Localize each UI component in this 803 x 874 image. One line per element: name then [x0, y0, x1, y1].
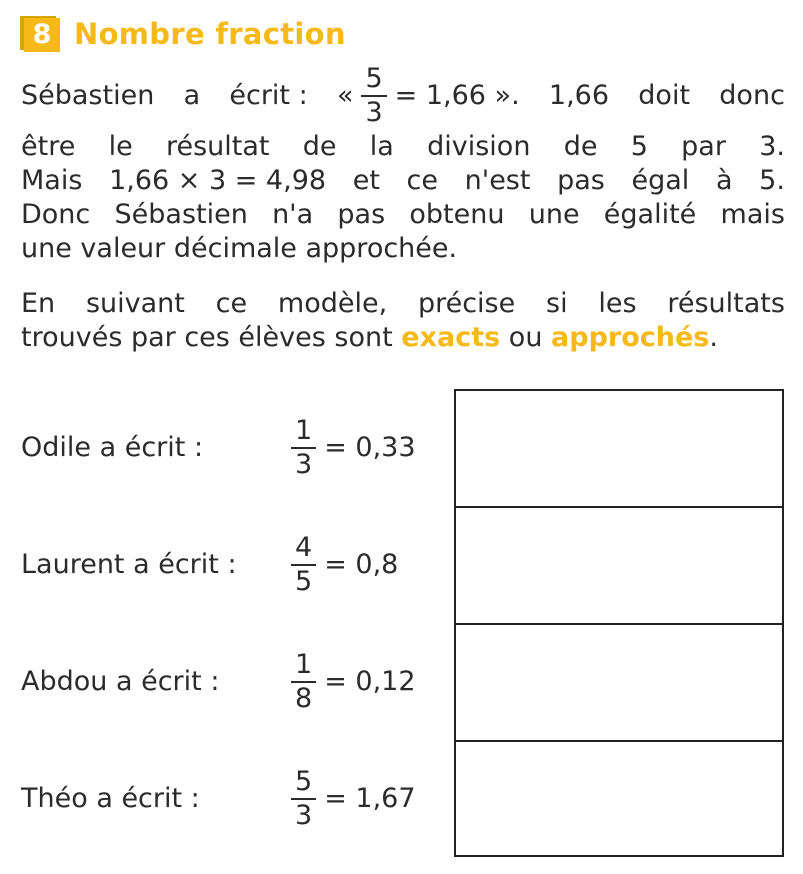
fraction-numerator: 5	[361, 64, 386, 97]
word: être	[21, 131, 76, 162]
student-label: Laurent a écrit :	[21, 549, 237, 580]
fraction-numerator: 5	[291, 767, 316, 800]
word: mais	[720, 199, 785, 230]
word: à	[715, 165, 733, 196]
highlight-exacts: exacts	[401, 322, 501, 353]
word: a	[183, 80, 201, 111]
student-expression	[291, 416, 416, 480]
highlight-approches: approchés	[551, 322, 710, 353]
exercise-row-laurent	[21, 506, 451, 623]
student-label: Odile a écrit :	[21, 432, 204, 463]
word: et	[352, 165, 380, 196]
word: précise	[417, 288, 516, 319]
student-expression	[291, 767, 416, 831]
word: suivant	[85, 288, 185, 319]
student-fraction	[291, 767, 316, 831]
intro-line-4	[21, 198, 785, 232]
word: 5	[630, 131, 648, 162]
student-fraction	[291, 650, 316, 714]
example-result: = 1,66 ».	[394, 80, 520, 111]
instruction-text: .	[709, 322, 718, 353]
fraction-denominator: 3	[295, 799, 313, 831]
student-result: = 1,67	[324, 783, 416, 814]
exercise-row-theo	[21, 740, 451, 857]
intro-line-1	[21, 62, 785, 130]
word: Mais	[21, 165, 83, 196]
instruction-line-2	[21, 321, 785, 355]
word: ce	[406, 165, 439, 196]
word: 5.	[759, 165, 785, 196]
example-expression	[337, 64, 520, 128]
word: une	[528, 199, 580, 230]
student-fraction	[291, 533, 316, 597]
word: si	[546, 288, 568, 319]
word: donc	[719, 80, 785, 111]
fraction-denominator: 8	[295, 682, 313, 714]
exercise-number-badge	[20, 16, 60, 52]
word: égalité	[603, 199, 697, 230]
fraction-numerator: 1	[291, 650, 316, 683]
fraction-numerator: 4	[291, 533, 316, 566]
word: Donc	[21, 199, 91, 230]
answer-box-odile[interactable]	[456, 391, 782, 508]
fraction-denominator: 5	[295, 565, 313, 597]
intro-paragraph	[21, 62, 785, 266]
word: 3.	[759, 131, 785, 162]
answer-table	[454, 389, 784, 857]
answer-box-theo[interactable]	[456, 742, 782, 859]
word: la	[369, 131, 394, 162]
student-result: = 0,8	[324, 549, 399, 580]
answer-box-abdou[interactable]	[456, 625, 782, 742]
word: division	[427, 131, 531, 162]
word: obtenu	[409, 199, 505, 230]
open-quote: «	[336, 80, 354, 111]
fraction-numerator: 1	[291, 416, 316, 449]
instruction-paragraph	[21, 287, 785, 355]
word: pas	[557, 165, 605, 196]
word: par	[681, 131, 726, 162]
fraction-denominator: 3	[365, 97, 383, 128]
exercise-title: Nombre fraction	[74, 17, 346, 51]
word: égal	[631, 165, 690, 196]
instruction-text: trouvés par ces élèves sont	[21, 322, 402, 353]
word: ce	[215, 288, 248, 319]
word: n'est	[464, 165, 531, 196]
word: écrit :	[229, 80, 308, 111]
instruction-text: ou	[500, 322, 552, 353]
intro-line-3	[21, 164, 785, 198]
example-fraction	[361, 64, 386, 128]
word: de	[563, 131, 598, 162]
exercise-row-odile	[21, 389, 451, 506]
word: doit	[638, 80, 691, 111]
student-result: = 0,33	[324, 432, 416, 463]
exercise-row-abdou	[21, 623, 451, 740]
exercise-number: 8	[24, 18, 60, 52]
student-label: Abdou a écrit :	[21, 666, 220, 697]
word: Sébastien	[114, 199, 248, 230]
word: En	[21, 288, 56, 319]
word: résultats	[667, 288, 785, 319]
word: 1,66 × 3 = 4,98	[109, 165, 327, 196]
student-label: Théo a écrit :	[21, 783, 200, 814]
word: n'a	[272, 199, 314, 230]
exercise-header	[20, 14, 346, 54]
word: résultat	[165, 131, 270, 162]
answer-box-laurent[interactable]	[456, 508, 782, 625]
word: pas	[337, 199, 386, 230]
word: modèle,	[277, 288, 388, 319]
instruction-line-1	[21, 287, 785, 321]
word: de	[302, 131, 337, 162]
word: 1,66	[548, 80, 610, 111]
fraction-denominator: 3	[295, 448, 313, 480]
word: les	[598, 288, 637, 319]
student-result: = 0,12	[324, 666, 416, 697]
student-fraction	[291, 416, 316, 480]
student-expression	[291, 533, 398, 597]
word: le	[108, 131, 133, 162]
word: Sébastien	[21, 80, 155, 111]
student-expression	[291, 650, 416, 714]
intro-line-2	[21, 130, 785, 164]
intro-line-5: une valeur décimale approchée.	[21, 233, 458, 264]
